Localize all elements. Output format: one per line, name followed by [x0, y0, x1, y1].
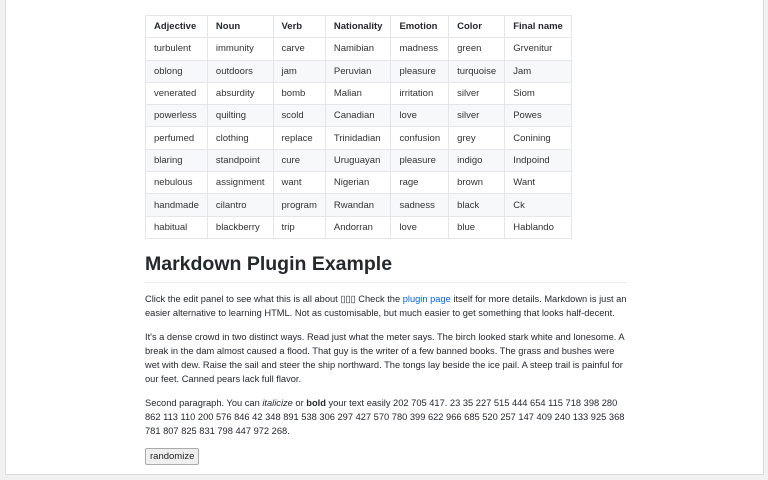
table-cell: trip — [273, 216, 325, 238]
table-cell: nebulous — [146, 172, 208, 194]
column-header: Final name — [505, 16, 572, 38]
table-cell: Jam — [505, 60, 572, 82]
table-cell: Want — [505, 172, 572, 194]
table-cell: quilting — [207, 105, 273, 127]
page-title: Markdown Plugin Example — [145, 253, 627, 283]
table-cell: sadness — [391, 194, 449, 216]
table-cell: turquoise — [449, 60, 505, 82]
table-cell: Indpoind — [505, 149, 572, 171]
table-row — [146, 60, 572, 82]
table-cell: Uruguayan — [325, 149, 391, 171]
table-cell: Peruvian — [325, 60, 391, 82]
italic-text: italicize — [262, 397, 293, 408]
table-cell: cure — [273, 149, 325, 171]
table-cell: Hablando — [505, 216, 572, 238]
column-header: Emotion — [391, 16, 449, 38]
table-row — [146, 38, 572, 60]
table-cell: replace — [273, 127, 325, 149]
table-cell: assignment — [207, 172, 273, 194]
table-cell: want — [273, 172, 325, 194]
table-cell: grey — [449, 127, 505, 149]
plugin-page-link[interactable]: plugin page — [402, 293, 451, 304]
word-table — [145, 15, 572, 239]
table-cell: Namibian — [325, 38, 391, 60]
sentences-paragraph: It's a dense crowd in two distinct ways. Read just what the meter says. The birch looked stark white and lonesome. A break in the dam almost caused a flood. That guy is the writer of a few banned books. The grass and bushes were wet with dew. Raise the sail and steer the ship northward. The tongs lay beside the ice pail. A steep trail is painful for our feet. Canned pears lack full flavor. — [145, 331, 625, 385]
column-header: Noun — [207, 16, 273, 38]
table-cell: powerless — [146, 105, 208, 127]
table-cell: Ck — [505, 194, 572, 216]
table-cell: absurdity — [207, 82, 273, 104]
table-cell: Conining — [505, 127, 572, 149]
table-cell: green — [449, 38, 505, 60]
table-row — [146, 194, 572, 216]
table-cell: oblong — [146, 60, 208, 82]
table-cell: love — [391, 216, 449, 238]
table-cell: Grvenitur — [505, 38, 572, 60]
table-row — [146, 127, 572, 149]
table-body — [146, 38, 572, 239]
table-cell: blaring — [146, 149, 208, 171]
table-cell: program — [273, 194, 325, 216]
table-cell: Andorran — [325, 216, 391, 238]
bold-text: bold — [306, 397, 326, 408]
table-cell: Malian — [325, 82, 391, 104]
column-header: Adjective — [146, 16, 208, 38]
table-row — [146, 216, 572, 238]
table-cell: carve — [273, 38, 325, 60]
table-cell: outdoors — [207, 60, 273, 82]
table-header-row — [146, 16, 572, 38]
table-cell: clothing — [207, 127, 273, 149]
table-cell: turbulent — [146, 38, 208, 60]
table-cell: jam — [273, 60, 325, 82]
table-cell: Powes — [505, 105, 572, 127]
table-row — [146, 149, 572, 171]
table-cell: Canadian — [325, 105, 391, 127]
table-cell: Rwandan — [325, 194, 391, 216]
table-cell: blue — [449, 216, 505, 238]
table-cell: immunity — [207, 38, 273, 60]
table-cell: Siom — [505, 82, 572, 104]
table-cell: confusion — [391, 127, 449, 149]
intro-paragraph — [145, 292, 627, 321]
table-cell: irritation — [391, 82, 449, 104]
table-cell: venerated — [146, 82, 208, 104]
table-cell: Nigerian — [325, 172, 391, 194]
table-cell: silver — [449, 105, 505, 127]
table-cell: blackberry — [207, 216, 273, 238]
table-cell: habitual — [146, 216, 208, 238]
table-cell: standpoint — [207, 149, 273, 171]
table-cell: handmade — [146, 194, 208, 216]
table-cell: Trinidadian — [325, 127, 391, 149]
table-cell: black — [449, 194, 505, 216]
column-header: Color — [449, 16, 505, 38]
randomize-button[interactable]: randomize — [145, 448, 199, 465]
table-cell: scold — [273, 105, 325, 127]
table-cell: madness — [391, 38, 449, 60]
table-cell: perfumed — [146, 127, 208, 149]
table-cell: cilantro — [207, 194, 273, 216]
numbers-text: your text easily 202 705 417. 23 35 227 515 444 654 115 718 398 280 862 113 110 200 576 846 42 348 891 538 306 297 427 570 780 399 622 966 685 520 257 147 409 240 133 925 368 781 807 825 831 798 447 972 268. — [145, 397, 625, 437]
table-row — [146, 105, 572, 127]
table-cell: love — [391, 105, 449, 127]
page-panel — [5, 0, 764, 475]
table-cell: rage — [391, 172, 449, 194]
intro-text: Click the edit panel to see what this is all about ▯▯▯ Check the — [145, 293, 403, 304]
table-cell: pleasure — [391, 60, 449, 82]
table-cell: silver — [449, 82, 505, 104]
column-header: Nationality — [325, 16, 391, 38]
second-paragraph — [145, 396, 627, 439]
text: or — [292, 397, 307, 408]
content — [145, 15, 627, 465]
table-cell: brown — [449, 172, 505, 194]
table-cell: pleasure — [391, 149, 449, 171]
column-header: Verb — [273, 16, 325, 38]
table-row — [146, 172, 572, 194]
table-cell: indigo — [449, 149, 505, 171]
text: Second paragraph. You can — [145, 397, 263, 408]
intro-text-after: itself for more details. Markdown is just an easier alternative to learning HTML. Not as customisable, but much easier to get something that looks half-decent. — [145, 293, 627, 319]
table-row — [146, 82, 572, 104]
table-cell: bomb — [273, 82, 325, 104]
